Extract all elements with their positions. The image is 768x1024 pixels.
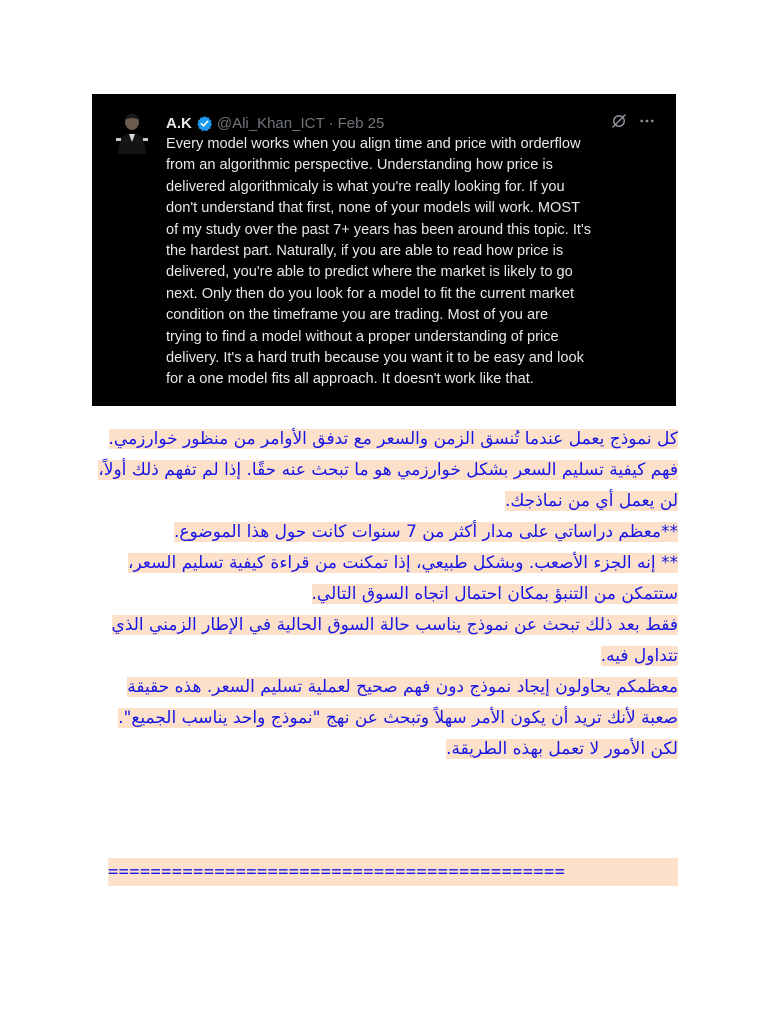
translation-paragraph	[92, 517, 678, 548]
tweet-line: delivered, you're able to predict where the market is likely to go	[166, 264, 573, 281]
tweet-line: trying to find a model without a proper understanding of price	[166, 328, 559, 345]
avatar[interactable]	[114, 108, 150, 154]
paragraph-text: ** إنه الجزء الأصعب. وبشكل طبيعي، إذا تمكنت من قراءة كيفية تسليم السعر، ستتمكن من التنبؤ بمكان احتمال اتجاه السوق التالي.	[128, 553, 678, 604]
translation-paragraph	[92, 672, 678, 734]
paragraph-text: لكن الأمور لا تعمل بهذه الطريقة.	[446, 739, 678, 759]
tweet-line: of my study over the past 7+ years has been around this topic. It's	[166, 221, 592, 238]
tweet-line: the hardest part. Naturally, if you are able to read how price is	[166, 243, 564, 260]
tweet-line: from an algorithmic perspective. Understanding how price is	[166, 157, 553, 174]
tweet-card	[92, 94, 676, 406]
more-options-icon[interactable]	[638, 112, 656, 134]
paragraph-text: فقط بعد ذلك تبحث عن نموذج يناسب حالة السوق الحالية في الإطار الزمني الذي تتداول فيه.	[111, 615, 678, 666]
author-name[interactable]: A.K	[166, 114, 192, 132]
translation-paragraph	[92, 610, 678, 672]
translation-paragraph	[92, 548, 678, 610]
tweet-line: delivered algorithmicaly is what you're really looking for. If you	[166, 178, 565, 195]
tweet-line: don't understand that first, none of your models will work. MOST	[166, 200, 581, 217]
translation-paragraph	[92, 455, 678, 517]
translation-paragraph	[92, 424, 678, 455]
tweet-line: delivery. It's a hard truth because you want it to be easy and look	[166, 350, 584, 367]
tweet-line: next. Only then do you look for a model to fit the current market	[166, 285, 575, 302]
arabic-translation	[92, 424, 678, 765]
tweet-line: condition on the timeframe you are trading. Most of you are	[166, 307, 549, 324]
grok-icon[interactable]	[610, 112, 628, 134]
translation-paragraph	[92, 734, 678, 765]
tweet-line: Every model works when you align time and price with orderflow	[166, 136, 581, 152]
tweet-line: for a one model fits all approach. It doesn't work like that.	[166, 371, 534, 388]
tweet-actions	[610, 112, 656, 134]
tweet-date[interactable]: Feb 25	[337, 114, 385, 132]
paragraph-text: كل نموذج يعمل عندما تُنسق الزمن والسعر مع تدفق الأوامر من منظور خوارزمي.	[108, 429, 678, 449]
paragraph-text: فهم كيفية تسليم السعر بشكل خوارزمي هو ما تبحث عنه حقًا. إذا لم تفهم ذلك أولاً، لن يعمل أي من نماذجك.	[98, 460, 678, 511]
tweet-header	[166, 112, 384, 134]
verified-badge-icon	[196, 115, 213, 132]
author-handle[interactable]: @Ali_Khan_ICT	[216, 114, 325, 132]
header-separator: ·	[328, 114, 334, 132]
divider-line: ===========================================	[108, 858, 678, 886]
paragraph-text: **معظم دراساتي على مدار أكثر من 7 سنوات كانت حول هذا الموضوع.	[173, 522, 678, 542]
tweet-text	[166, 134, 662, 391]
paragraph-text: معظمكم يحاولون إيجاد نموذج دون فهم صحيح لعملية تسليم السعر. هذه حقيقة صعبة لأنك تريد أن يكون الأمر سهلاً وتبحث عن نهج "نموذج واحد يناسب الجميع".	[118, 677, 678, 728]
